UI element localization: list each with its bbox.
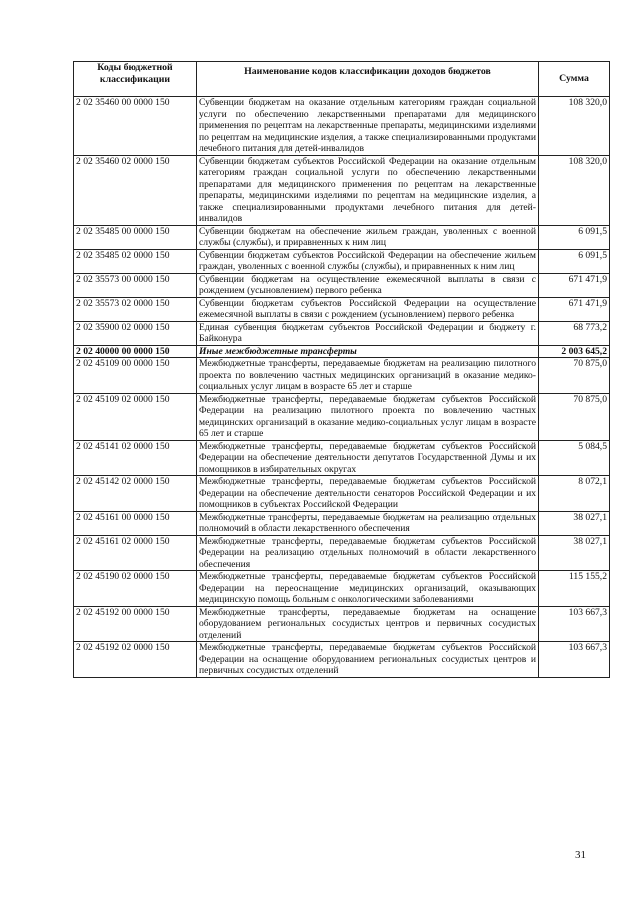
classification-name-cell: Межбюджетные трансферты, передаваемые бюджетам на реализацию отдельных полномочий в области лекарственного обеспечения: [197, 511, 539, 535]
amount-cell: 671 471,9: [539, 297, 610, 321]
amount-cell: 68 773,2: [539, 321, 610, 345]
amount-cell: 103 667,3: [539, 606, 610, 642]
amount-cell: 108 320,0: [539, 155, 610, 225]
table-body: [74, 97, 610, 678]
table-row: [74, 440, 610, 476]
budget-code-cell: 2 02 40000 00 0000 150: [74, 345, 197, 358]
budget-code-cell: 2 02 45161 02 0000 150: [74, 535, 197, 571]
table-row: [74, 297, 610, 321]
classification-name-cell: Субвенции бюджетам на обеспечение жильем граждан, уволенных с военной службы (службы), и приравненных к ним лиц: [197, 225, 539, 249]
budget-code-cell: 2 02 45192 02 0000 150: [74, 642, 197, 678]
budget-code-cell: 2 02 35573 00 0000 150: [74, 273, 197, 297]
amount-cell: 6 091,5: [539, 249, 610, 273]
amount-cell: 6 091,5: [539, 225, 610, 249]
amount-cell: 2 003 645,2: [539, 345, 610, 358]
amount-cell: 38 027,1: [539, 511, 610, 535]
budget-code-cell: 2 02 35460 00 0000 150: [74, 97, 197, 156]
table-row: [74, 345, 610, 358]
classification-name-cell: Единая субвенция бюджетам субъектов Российской Федерации и бюджету г. Байконура: [197, 321, 539, 345]
table-row: [74, 249, 610, 273]
amount-cell: 38 027,1: [539, 535, 610, 571]
table-row: [74, 571, 610, 607]
classification-name-cell: Межбюджетные трансферты, передаваемые бюджетам субъектов Российской Федерации на оснащение оборудованием региональных сосудистых центров и первичных сосудистых отделений: [197, 642, 539, 678]
classification-name-cell: Межбюджетные трансферты, передаваемые бюджетам субъектов Российской Федерации на реализацию пилотного проекта по вовлечению частных медицинских организаций в оказание медико-социальных услуг лицам в возрасте 65 лет и старше: [197, 393, 539, 440]
classification-name-cell: Субвенции бюджетам субъектов Российской Федерации на обеспечение жильем граждан, уволенных с военной службы (службы), и приравненных к ним лиц: [197, 249, 539, 273]
page-number: 31: [575, 849, 586, 861]
classification-name-cell: Субвенции бюджетам субъектов Российской Федерации на осуществление ежемесячной выплаты в связи с рождением (усыновлением) первого ребенка: [197, 297, 539, 321]
table-row: [74, 97, 610, 156]
header-row: [74, 62, 610, 97]
amount-cell: 5 084,5: [539, 440, 610, 476]
classification-name-cell: Межбюджетные трансферты, передаваемые бюджетам субъектов Российской Федерации на обеспечение деятельности сенаторов Российской Федерации и их помощников в субъектах Российской Федерации: [197, 476, 539, 512]
amount-cell: 8 072,1: [539, 476, 610, 512]
header-code: Коды бюджетной классификации: [74, 62, 197, 97]
amount-cell: 103 667,3: [539, 642, 610, 678]
budget-code-cell: 2 02 45190 02 0000 150: [74, 571, 197, 607]
table-row: [74, 511, 610, 535]
table-header: [74, 62, 610, 97]
amount-cell: 70 875,0: [539, 393, 610, 440]
classification-name-cell: Субвенции бюджетам на оказание отдельным категориям граждан социальной услуги по обеспечению лекарственными препаратами для медицинского применения по рецептам на лекарственные препараты, медицинскими изделиями по рецептам на медицинские изделия, а также специализированными продуктами лечебного питания для детей-инвалидов: [197, 97, 539, 156]
amount-cell: 108 320,0: [539, 97, 610, 156]
classification-name-cell: Субвенции бюджетам на осуществление ежемесячной выплаты в связи с рождением (усыновлением) первого ребенка: [197, 273, 539, 297]
budget-code-cell: 2 02 45109 00 0000 150: [74, 358, 197, 394]
table-row: [74, 535, 610, 571]
classification-name-cell: Межбюджетные трансферты, передаваемые бюджетам субъектов Российской Федерации на переоснащение медицинских организаций, оказывающих медицинскую помощь больным с онкологическими заболеваниями: [197, 571, 539, 607]
amount-cell: 115 155,2: [539, 571, 610, 607]
budget-code-cell: 2 02 35573 02 0000 150: [74, 297, 197, 321]
classification-name-cell: Иные межбюджетные трансферты: [197, 345, 539, 358]
budget-code-cell: 2 02 35900 02 0000 150: [74, 321, 197, 345]
header-name: Наименование кодов классификации доходов бюджетов: [197, 62, 539, 97]
amount-cell: 671 471,9: [539, 273, 610, 297]
table-row: [74, 393, 610, 440]
table-row: [74, 321, 610, 345]
budget-code-cell: 2 02 45141 02 0000 150: [74, 440, 197, 476]
budget-code-cell: 2 02 35485 02 0000 150: [74, 249, 197, 273]
budget-code-cell: 2 02 35460 02 0000 150: [74, 155, 197, 225]
classification-name-cell: Субвенции бюджетам субъектов Российской Федерации на оказание отдельным категориям граждан социальной услуги по обеспечению лекарственными препаратами для медицинского применения по рецептам на лекарственные препараты, медицинскими изделиями по рецептам на медицинские изделия, а также специализированными продуктами лечебного питания для детей-инвалидов: [197, 155, 539, 225]
table-row: [74, 476, 610, 512]
budget-code-cell: 2 02 45109 02 0000 150: [74, 393, 197, 440]
header-sum: Сумма: [539, 62, 610, 97]
table-row: [74, 273, 610, 297]
table-row: [74, 225, 610, 249]
budget-code-cell: 2 02 35485 00 0000 150: [74, 225, 197, 249]
amount-cell: 70 875,0: [539, 358, 610, 394]
budget-code-cell: 2 02 45142 02 0000 150: [74, 476, 197, 512]
table-row: [74, 642, 610, 678]
classification-name-cell: Межбюджетные трансферты, передаваемые бюджетам на оснащение оборудованием региональных сосудистых центров и первичных сосудистых отделений: [197, 606, 539, 642]
table-row: [74, 155, 610, 225]
budget-code-cell: 2 02 45161 00 0000 150: [74, 511, 197, 535]
budget-revenue-table: [73, 61, 610, 678]
table-row: [74, 358, 610, 394]
classification-name-cell: Межбюджетные трансферты, передаваемые бюджетам субъектов Российской Федерации на реализацию отдельных полномочий в области лекарственного обеспечения: [197, 535, 539, 571]
table-row: [74, 606, 610, 642]
budget-code-cell: 2 02 45192 00 0000 150: [74, 606, 197, 642]
classification-name-cell: Межбюджетные трансферты, передаваемые бюджетам на реализацию пилотного проекта по вовлечению частных медицинских организаций в оказание медико-социальных услуг лицам в возрасте 65 лет и старше: [197, 358, 539, 394]
classification-name-cell: Межбюджетные трансферты, передаваемые бюджетам субъектов Российской Федерации на обеспечение деятельности депутатов Государственной Думы и их помощников в избирательных округах: [197, 440, 539, 476]
